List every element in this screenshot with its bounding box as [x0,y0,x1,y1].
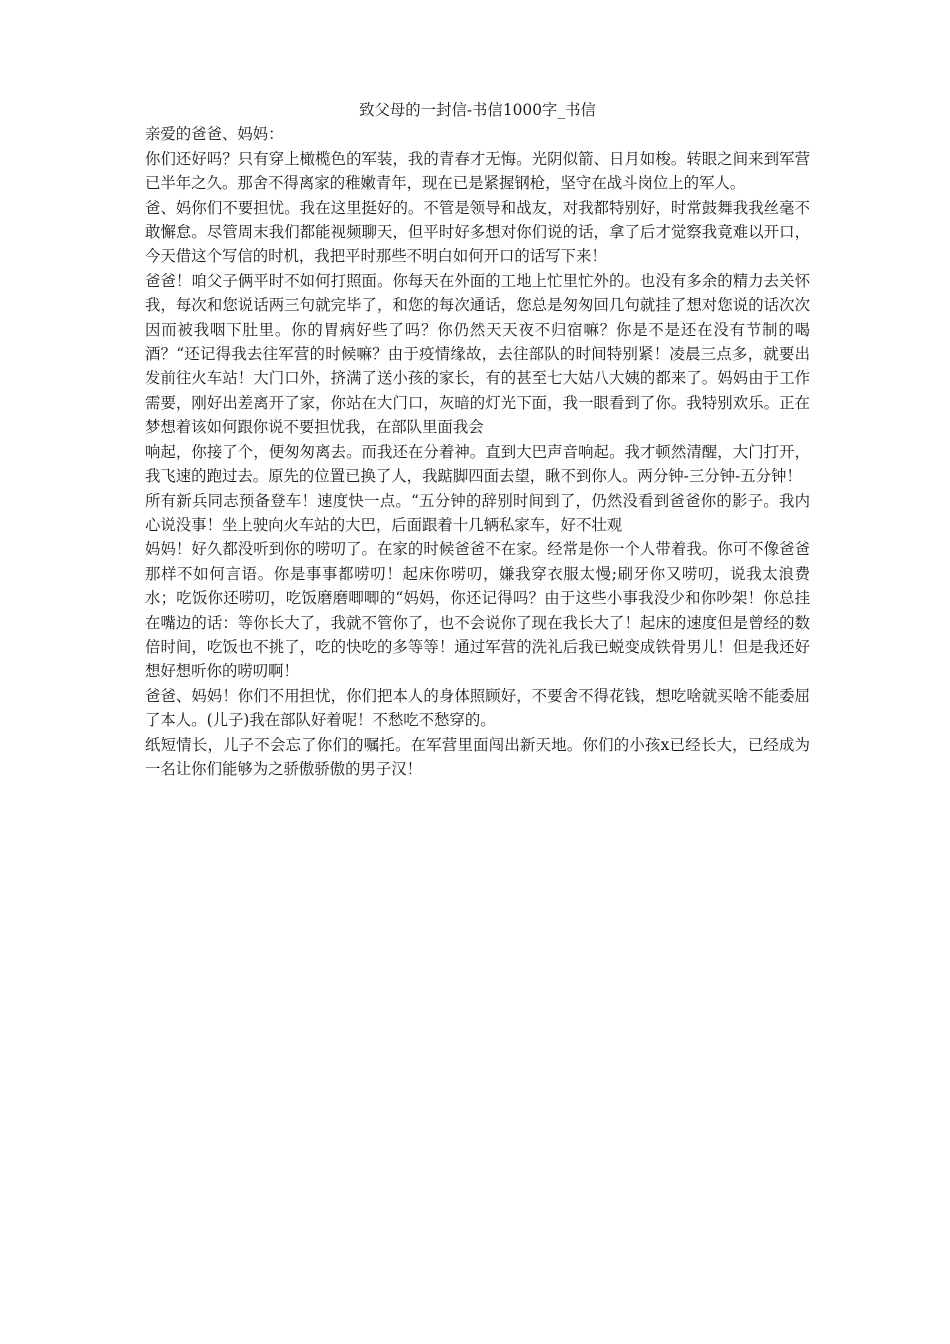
paragraph-4: 响起，你接了个，便匆匆离去。而我还在分着神。直到大巴声音响起。我才顿然清醒，大门打开，我飞速的跑过去。原先的位置已换了人，我踮脚四面去望，瞅不到你人。两分钟-三分钟-五分钟！ [145,442,810,486]
paragraph-2: 爸、妈你们不要担忧。我在这里挺好的。不管是领导和战友，对我都特别好，时常鼓舞我我丝毫不敢懈怠。尽管周末我们都能视频聊天，但平时好多想对你们说的话，拿了后才觉察我竟难以开口，今天借这个写信的时机，我把平时那些不明白如何开口的话写下来！ [145,198,810,266]
document-page [145,98,810,781]
paragraph-1: 你们还好吗？只有穿上橄榄色的军装，我的青春才无悔。光阴似箭、日月如梭。转眼之间来到军营已半年之久。那舍不得离家的稚嫩青年，现在已是紧握钢枪，坚守在战斗岗位上的军人。 [145,149,810,193]
paragraph-3: 爸爸！咱父子俩平时不如何打照面。你每天在外面的工地上忙里忙外的。也没有多余的精力去关怀我，每次和您说话两三句就完毕了，和您的每次通话，您总是匆匆回几句就挂了想对您说的话次次因而被我咽下肚里。你的胃病好些了吗？你仍然天天夜不归宿嘛？你是不是还在没有节制的喝酒？“还记得我去往军营的时候嘛？由于疫情缘故，去往部队的时间特别紧！凌晨三点多，就要出发前往火车站！大门口外，挤满了送小孩的家长，有的甚至七大姑八大姨的都来了。妈妈由于工作需要，刚好出差离开了家，你站在大门口，灰暗的灯光下面，我一眼看到了你。我特别欢乐。正在梦想着该如何跟你说不要担忧我，在部队里面我会 [145,271,810,437]
greeting: 亲爱的爸爸、妈妈： [145,125,284,144]
document-title: 致父母的一封信-书信1000字_书信 [359,101,596,119]
paragraph-7: 爸爸、妈妈！你们不用担忧，你们把本人的身体照顾好，不要舍不得花钱，想吃啥就买啥不能委屈了本人。(儿子)我在部队好着呢！不愁吃不愁穿的。 [145,686,810,730]
paragraph-8: 纸短情长，儿子不会忘了你们的嘱托。在军营里面闯出新天地。你们的小孩x已经长大，已经成为一名让你们能够为之骄傲骄傲的男子汉！ [145,735,810,778]
paragraph-5: 所有新兵同志预备登车！速度快一点。“五分钟的辞别时间到了，仍然没看到爸爸你的影子。我内心说没事！坐上驶向火车站的大巴，后面跟着十几辆私家车，好不壮观 [145,491,810,534]
paragraph-6: 妈妈！好久都没听到你的唠叨了。在家的时候爸爸不在家。经常是你一个人带着我。你可不像爸爸那样不如何言语。你是事事都唠叨！起床你唠叨，嫌我穿衣服太慢;刷牙你又唠叨，说我太浪费水；吃饭你还唠叨，吃饭磨磨唧唧的“妈妈，你还记得吗？由于这些小事我没少和你吵架！你总挂在嘴边的话：等你长大了，我就不管你了，也不会说你了现在我长大了！起床的速度但是曾经的数倍时间，吃饭也不挑了，吃的快吃的多等等！通过军营的洗礼后我已蜕变成铁骨男儿！但是我还好想好想听你的唠叨啊！ [145,540,810,681]
